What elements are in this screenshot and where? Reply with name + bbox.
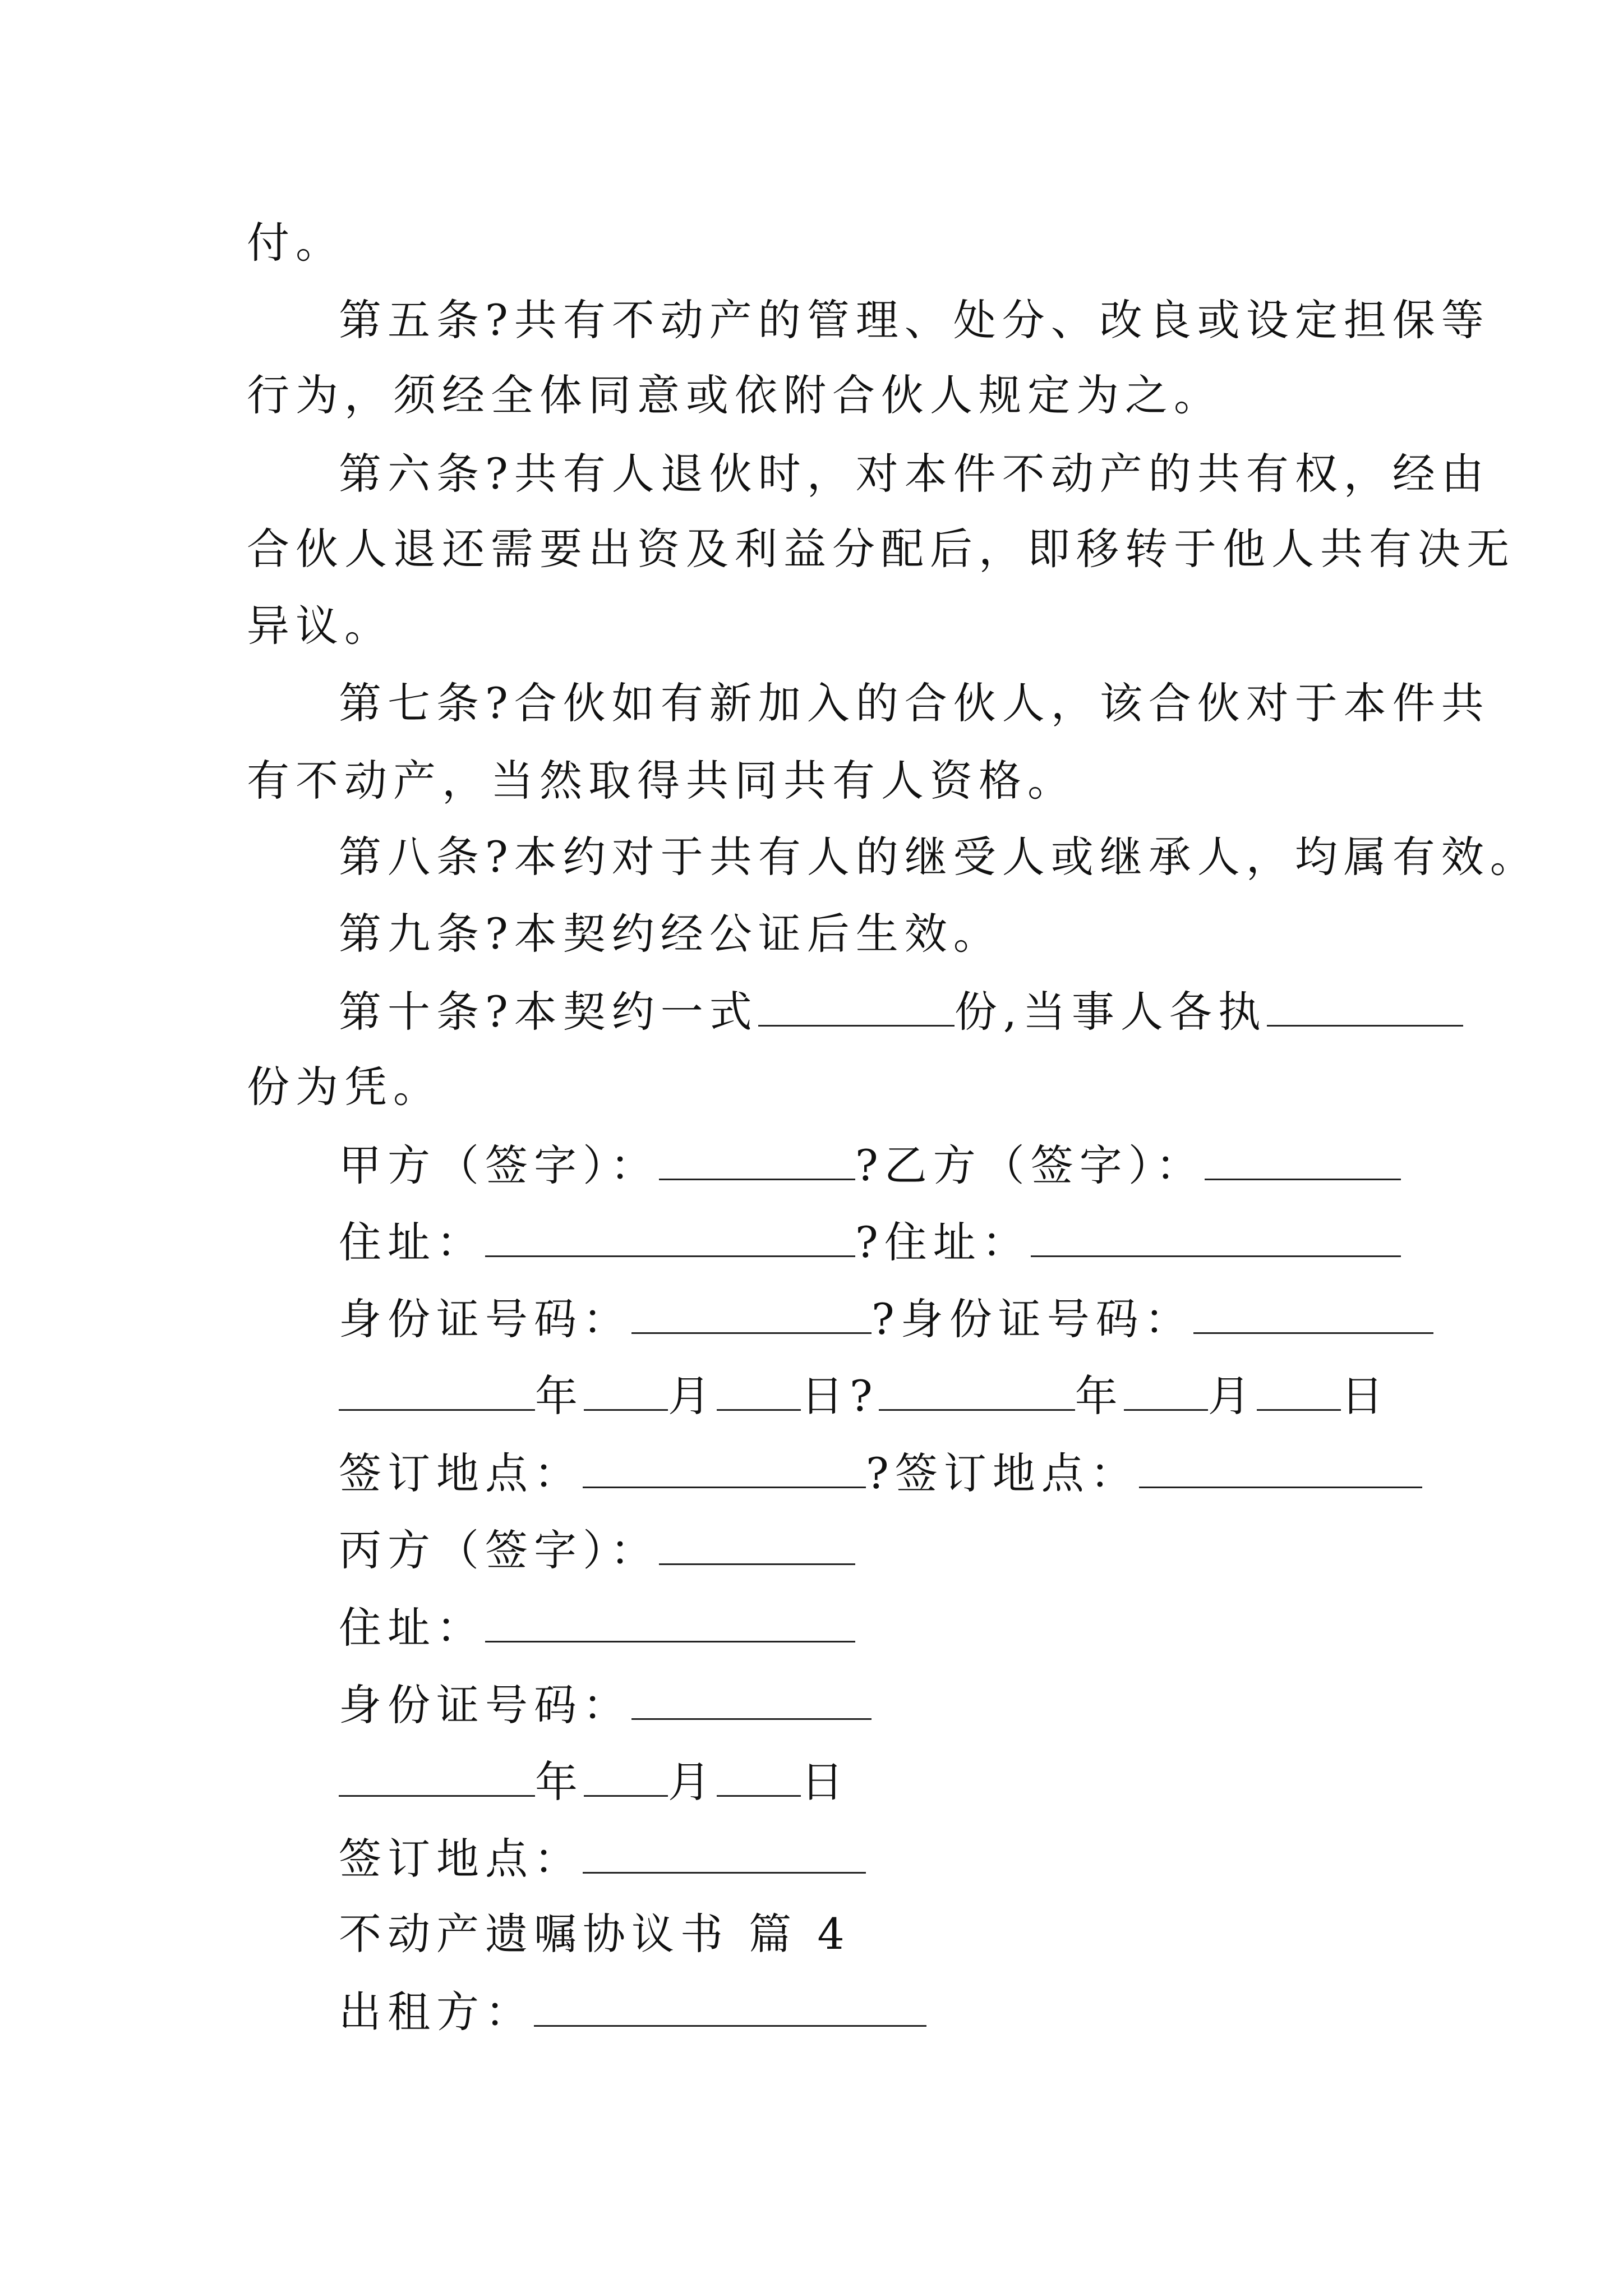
- year-blank-2: [879, 1370, 1075, 1411]
- article-10-line-2: 份为凭。: [247, 1062, 442, 1112]
- article-6-line-3: 异议。: [247, 601, 393, 651]
- id-number-blank: [631, 1293, 872, 1334]
- signing-place-line: [339, 1447, 1422, 1499]
- party-c-address-line: [339, 1602, 855, 1653]
- party-c-address-blank: [485, 1602, 855, 1642]
- article-5-line-2: 行为，须经全体同意或依附合伙人规定为之。: [247, 370, 1223, 420]
- address-line: [339, 1216, 1401, 1268]
- day-blank-2: [1257, 1370, 1341, 1411]
- article-9-line: 第九条?本契约经公证后生效。: [339, 909, 1002, 959]
- lessor-blank: [534, 1986, 926, 2027]
- address-blank: [485, 1216, 855, 1257]
- party-c-year-blank: [339, 1756, 535, 1797]
- copies-blank: [758, 986, 955, 1027]
- party-c-year-label: 年: [535, 1757, 584, 1807]
- id-number-label: 身份证号码：: [339, 1294, 631, 1344]
- party-c-day-label: 日: [801, 1757, 850, 1807]
- party-c-id-line: [339, 1679, 872, 1731]
- party-c-signature-blank: [659, 1524, 855, 1565]
- month-label: 月: [668, 1371, 717, 1421]
- day-blank: [717, 1370, 801, 1411]
- party-c-id-blank: [631, 1679, 872, 1720]
- copies-each-blank: [1267, 986, 1463, 1027]
- party-c-signature-line: [339, 1524, 855, 1576]
- party-a-signature-blank: [659, 1139, 855, 1180]
- party-c-signing-place-line: [339, 1833, 866, 1884]
- party-c-day-blank: [717, 1756, 801, 1797]
- address-label-2: ?住址：: [855, 1217, 1031, 1267]
- article-10-text-b: 份,当事人各执: [954, 987, 1267, 1037]
- day-label: 日?: [801, 1371, 879, 1421]
- id-number-blank-2: [1193, 1293, 1433, 1334]
- article-7-line-1: 第七条?合伙如有新加入的合伙人，该合伙对于本件共: [339, 678, 1490, 728]
- month-label-2: 月: [1207, 1371, 1257, 1421]
- paragraph-line: 付。: [247, 218, 344, 268]
- article-10-text-a: 第十条?本契约一式: [339, 987, 758, 1037]
- party-c-date-line: [339, 1756, 850, 1807]
- address-label: 住址：: [339, 1217, 485, 1267]
- article-7-line-2: 有不动产，当然取得共同共有人资格。: [247, 756, 1076, 806]
- lessor-label: 出租方：: [339, 1987, 534, 2037]
- party-c-label: 丙方（签字）：: [339, 1525, 659, 1575]
- party-c-address-label: 住址：: [339, 1603, 485, 1653]
- article-8-line: 第八条?本约对于共有人的继受人或继承人，均属有效。: [339, 832, 1539, 882]
- party-b-signature-blank: [1205, 1139, 1401, 1180]
- article-6-line-1: 第六条?共有人退伙时，对本件不动产的共有权，经由: [339, 449, 1490, 499]
- article-5-line-1: 第五条?共有不动产的管理、处分、改良或设定担保等: [339, 295, 1490, 345]
- signing-place-blank: [583, 1447, 866, 1488]
- party-c-signing-place-label: 签订地点：: [339, 1834, 583, 1884]
- party-c-signing-place-blank: [583, 1833, 866, 1874]
- date-line: [339, 1370, 1390, 1421]
- party-a-label: 甲方（签字）：: [339, 1140, 659, 1190]
- party-c-month-blank: [584, 1756, 668, 1797]
- party-b-label: ?乙方（签字）：: [855, 1140, 1205, 1190]
- article-10-line-1: [339, 986, 1463, 1037]
- id-number-line: [339, 1293, 1433, 1345]
- party-a-b-signature-line: [339, 1139, 1401, 1191]
- signing-place-label-2: ?签订地点：: [866, 1448, 1139, 1498]
- month-blank-2: [1124, 1370, 1208, 1411]
- party-c-id-label: 身份证号码：: [339, 1680, 631, 1730]
- address-blank-2: [1031, 1216, 1401, 1257]
- party-c-month-label: 月: [668, 1757, 717, 1807]
- day-label-2: 日: [1340, 1371, 1390, 1421]
- month-blank: [584, 1370, 668, 1411]
- lessor-line: [339, 1986, 926, 2037]
- signing-place-blank-2: [1139, 1447, 1422, 1488]
- year-label-2: 年: [1075, 1371, 1124, 1421]
- id-number-label-2: ?身份证号码：: [872, 1294, 1193, 1344]
- year-blank: [339, 1370, 535, 1411]
- year-label: 年: [535, 1371, 584, 1421]
- section-title: 不动产遗嘱协议书 篇 4: [339, 1909, 851, 1959]
- signing-place-label: 签订地点：: [339, 1448, 583, 1498]
- article-6-line-2: 合伙人退还需要出资及利益分配后，即移转于他人共有决无: [247, 524, 1515, 574]
